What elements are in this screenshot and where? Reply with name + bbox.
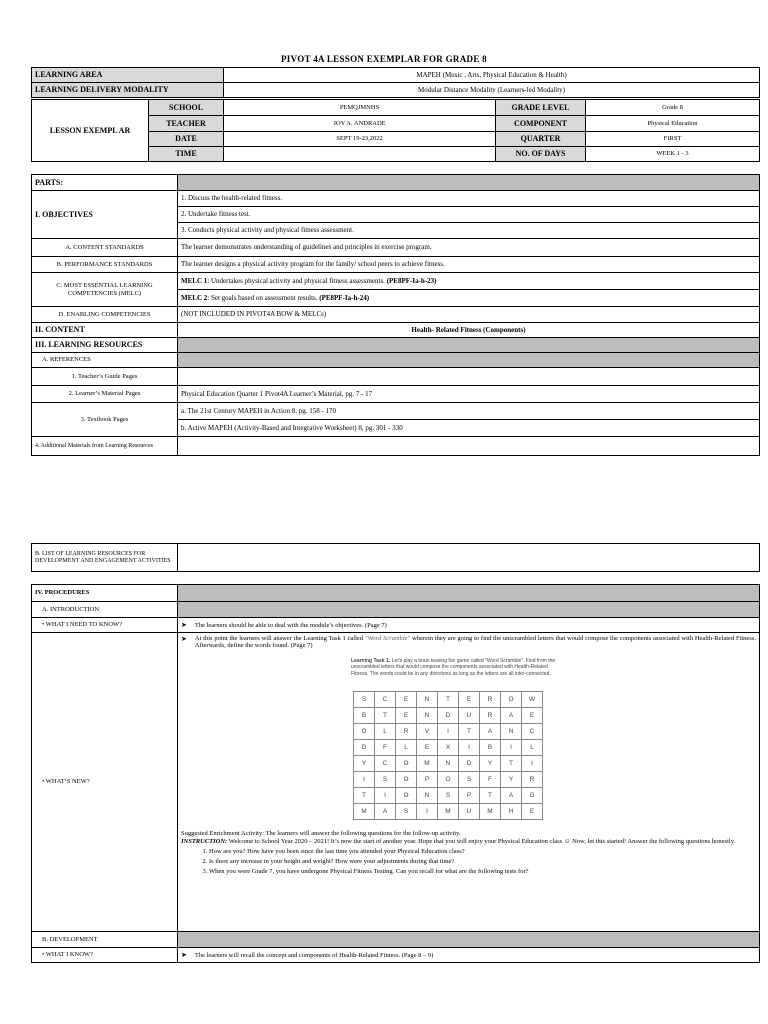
quarter-label: QUARTER [496, 132, 586, 147]
list-item: 2. Is there any increase in your height and weight? How were your adjustments during that time? [209, 857, 756, 867]
textbook-label: 3. Textbook Pages [32, 403, 178, 437]
grid-cell: R [480, 692, 501, 708]
grid-cell: B [354, 708, 375, 724]
grid-cell: Y [501, 772, 522, 788]
time-label: TIME [149, 147, 224, 162]
procedures-table [31, 584, 760, 963]
additional-materials-label: 4. Additional Materials from Learning Resources [32, 437, 178, 456]
arrow-bullet-icon: ➤ [181, 620, 187, 629]
school-label: SCHOOL [149, 100, 224, 116]
grid-cell: I [375, 788, 396, 804]
grid-cell: D [354, 740, 375, 756]
parts-label: PARTS: [32, 175, 178, 191]
learners-material-label: 2. Learner’s Material Pages [32, 386, 178, 403]
additional-materials-value [178, 437, 760, 456]
grid-cell: H [501, 804, 522, 820]
grid-cell: I [501, 740, 522, 756]
enabling-competencies-label: D. ENABLING COMPETENCIES [32, 307, 178, 323]
grid-cell: M [438, 804, 459, 820]
grid-cell: S [396, 804, 417, 820]
objectives-label: I. OBJECTIVES [32, 191, 178, 239]
grid-cell: G [522, 788, 543, 804]
grid-row [354, 740, 543, 756]
development-label: B. DEVELOPMENT [32, 932, 178, 948]
melc-2: MELC 2: Set goals based on assessment results. (PE8PF-Ia-h-24) [178, 290, 760, 307]
content-standards-label: A. CONTENT STANDARDS [32, 239, 178, 257]
grid-cell: N [438, 756, 459, 772]
grid-cell: F [375, 740, 396, 756]
grid-cell: C [375, 692, 396, 708]
textbook-item: a. The 21st Century MAPEH in Action 8, pg. 158 - 170 [178, 403, 760, 420]
grid-cell: A [375, 804, 396, 820]
grid-cell: X [438, 740, 459, 756]
grid-cell: T [501, 756, 522, 772]
learning-area-label: LEARNING AREA [32, 68, 224, 83]
grid-cell: S [354, 692, 375, 708]
objective-item: 3. Conducts physical activity and physical fitness assessment. [178, 223, 760, 239]
grid-cell: I [354, 772, 375, 788]
whats-new-label: • WHAT’S NEW? [32, 633, 178, 932]
grid-cell: I [522, 756, 543, 772]
grid-cell: M [354, 804, 375, 820]
grid-row [354, 804, 543, 820]
references-label: A. REFERENCES [32, 353, 178, 368]
grid-cell: F [480, 772, 501, 788]
grid-cell: B [480, 740, 501, 756]
grid-cell: S [459, 772, 480, 788]
performance-standards-label: B. PERFORMANCE STANDARDS [32, 257, 178, 273]
grid-cell: U [459, 804, 480, 820]
grid-cell: E [396, 708, 417, 724]
objective-item: 2. Undertake fitness test. [178, 207, 760, 223]
what-i-know-label: • WHAT I KNOW? [32, 948, 178, 963]
days-label: NO. OF DAYS [496, 147, 586, 162]
grid-row [354, 788, 543, 804]
grid-cell: W [522, 692, 543, 708]
word-scramble-grid [353, 691, 543, 820]
teachers-guide-label: 1. Teacher’s Guide Pages [32, 368, 178, 386]
grid-cell: L [375, 724, 396, 740]
enabling-competencies-value: (NOT INCLUDED IN PIVOT4A BOW & MELCs) [178, 307, 760, 323]
modality-value: Modular Distance Modality (Learners-led Modality) [224, 83, 760, 98]
grid-cell: E [417, 740, 438, 756]
grid-cell: T [438, 692, 459, 708]
grid-cell: O [396, 788, 417, 804]
time-value [224, 147, 496, 162]
modality-label: LEARNING DELIVERY MODALITY [32, 83, 224, 98]
textbook-item: b. Active MAPEH (Activity-Based and Integrative Worksheet) 8, pg. 301 - 330 [178, 420, 760, 437]
grid-cell: T [480, 788, 501, 804]
grid-cell: S [375, 772, 396, 788]
melc-1: MELC 1: Undertakes physical activity and physical fitness assessments. (PE8PF-Ia-h-23) [178, 273, 760, 290]
whats-new-text: At this point the learners will answer the Learning Task 1 called "Word Scramble" wherein they are going to find the unscrambled letters that would compose the components associated with Health-Related Fitness. Afterwards, define the words found. (Page 7) [194, 635, 756, 650]
grid-cell: O [438, 772, 459, 788]
grid-cell: S [438, 788, 459, 804]
school-value: PEMQJMNHS [224, 100, 496, 116]
grid-cell: C [375, 756, 396, 772]
component-value: Physical Education [586, 116, 760, 132]
grid-cell: T [375, 708, 396, 724]
grid-cell: R [396, 724, 417, 740]
learners-material-value: Physical Education Quarter 1 Pivot4A Learner’s Material, pg. 7 - 17 [178, 386, 760, 403]
grid-cell: Y [354, 756, 375, 772]
whats-new-content [178, 633, 760, 932]
grid-row [354, 692, 543, 708]
grid-cell: M [417, 756, 438, 772]
grid-cell: L [522, 740, 543, 756]
content-value: Health- Related Fitness (Components) [178, 323, 760, 338]
grid-cell: D [438, 708, 459, 724]
grade-label: GRADE LEVEL [496, 100, 586, 116]
date-value: SEPT 19-23,2022 [224, 132, 496, 147]
grid-cell: P [417, 772, 438, 788]
enrichment-text: Suggested Enrichment Activity: The learners will answer the following questions for the follow-up activity. [181, 830, 461, 838]
grid-cell: O [354, 724, 375, 740]
grid-cell: I [438, 724, 459, 740]
grid-row [354, 772, 543, 788]
grid-cell: E [522, 708, 543, 724]
grid-cell: R [522, 772, 543, 788]
learning-resources-label: III. LEARNING RESOURCES [32, 338, 178, 353]
grid-cell: N [417, 788, 438, 804]
teacher-value: JOY A. ANDRADE [224, 116, 496, 132]
grid-cell: N [501, 724, 522, 740]
parts-table [31, 174, 760, 456]
date-label: DATE [149, 132, 224, 147]
page-title: PIVOT 4A LESSON EXEMPLAR FOR GRADE 8 [281, 54, 487, 64]
instruction-text: INSTRUCTION: Welcome to School Year 2020 – 2021! It’s now the start of another year. Hope that you will enjoy your Physical Education class ☺ Now, let this started! Answer the following questions honestly. [181, 837, 736, 845]
lesson-info-table [31, 99, 760, 162]
performance-standards-value: The learner designs a physical activity program for the family/ school peers to achieve fitness. [178, 257, 760, 273]
teacher-label: TEACHER [149, 116, 224, 132]
grid-cell: P [459, 788, 480, 804]
list-resources-value [178, 544, 760, 572]
header-table [31, 67, 760, 98]
grade-value: Grade 8 [586, 100, 760, 116]
grid-cell: T [459, 724, 480, 740]
grid-cell: R [480, 708, 501, 724]
what-i-need-to-know-label: • WHAT I NEED TO KNOW? [32, 618, 178, 633]
grid-cell: O [396, 772, 417, 788]
melc-label: C. MOST ESSENTIAL LEARNING COMPETENCIES (MELC) [32, 273, 178, 307]
grid-cell: V [417, 724, 438, 740]
grid-cell: O [396, 756, 417, 772]
list-item: 1. How are you? How have you been since the last time you attended your Physical Education class? [209, 847, 756, 857]
arrow-bullet-icon: ➤ [181, 950, 187, 959]
objective-item: 1. Discuss the health-related fitness. [178, 191, 760, 207]
quarter-value: FIRST [586, 132, 760, 147]
grid-row [354, 724, 543, 740]
what-i-know-text: ➤ The learners will recall the concept and components of Health-Related Fitness. (Page 8 – 9) [178, 948, 760, 963]
grid-cell: C [522, 724, 543, 740]
grid-cell: E [396, 692, 417, 708]
learning-area-value: MAPEH (Music , Arts, Physical Education & Health) [224, 68, 760, 83]
list-resources-label: B. LIST OF LEARNING RESOURCES FOR DEVELOPMENT AND ENGAGEMENT ACTIVITIES [32, 544, 178, 572]
learning-task-box: Learning Task 1: Let’s play a brain teasing fun game called "Word Scramble". Find from the unscrambled letters that would compose the components associated with Health-Related Fitness. The words could be in any directions as long as the letters are all inter-connected. [351, 657, 556, 677]
arrow-bullet-icon: ➤ [181, 635, 187, 643]
grid-cell: E [522, 804, 543, 820]
grid-cell: N [417, 692, 438, 708]
grid-row [354, 708, 543, 724]
grid-cell: E [459, 692, 480, 708]
content-standards-value: The learner demonstrates understanding of guidelines and principles in exercise program. [178, 239, 760, 257]
content-label: II. CONTENT [32, 323, 178, 338]
grid-row [354, 756, 543, 772]
what-i-need-to-know-text: ➤ The learners should be able to deal with the module’s objectives. (Page 7) [178, 618, 760, 633]
list-item: 3. When you were Grade 7, you have undergone Physical Fitness Testing. Can you recall for what are the following tests for? [209, 867, 756, 877]
grid-cell: O [501, 692, 522, 708]
procedures-label: IV. PROCEDURES [32, 585, 178, 602]
questions-list [209, 847, 756, 876]
grid-cell: A [501, 708, 522, 724]
grid-cell: U [459, 708, 480, 724]
teachers-guide-value [178, 368, 760, 386]
grid-cell: Y [480, 756, 501, 772]
grid-cell: I [417, 804, 438, 820]
days-value: WEEK 1 - 3 [586, 147, 760, 162]
grid-cell: M [480, 804, 501, 820]
grid-cell: N [417, 708, 438, 724]
grid-cell: T [354, 788, 375, 804]
introduction-label: A. INTRODUCTION [32, 602, 178, 618]
grid-cell: D [459, 756, 480, 772]
lesson-exemplar-label: LESSON EXEMPL AR [32, 100, 149, 162]
grid-cell: A [501, 788, 522, 804]
list-resources-table [31, 543, 760, 572]
component-label: COMPONENT [496, 116, 586, 132]
grid-cell: A [480, 724, 501, 740]
grid-cell: L [396, 740, 417, 756]
grid-cell: I [459, 740, 480, 756]
